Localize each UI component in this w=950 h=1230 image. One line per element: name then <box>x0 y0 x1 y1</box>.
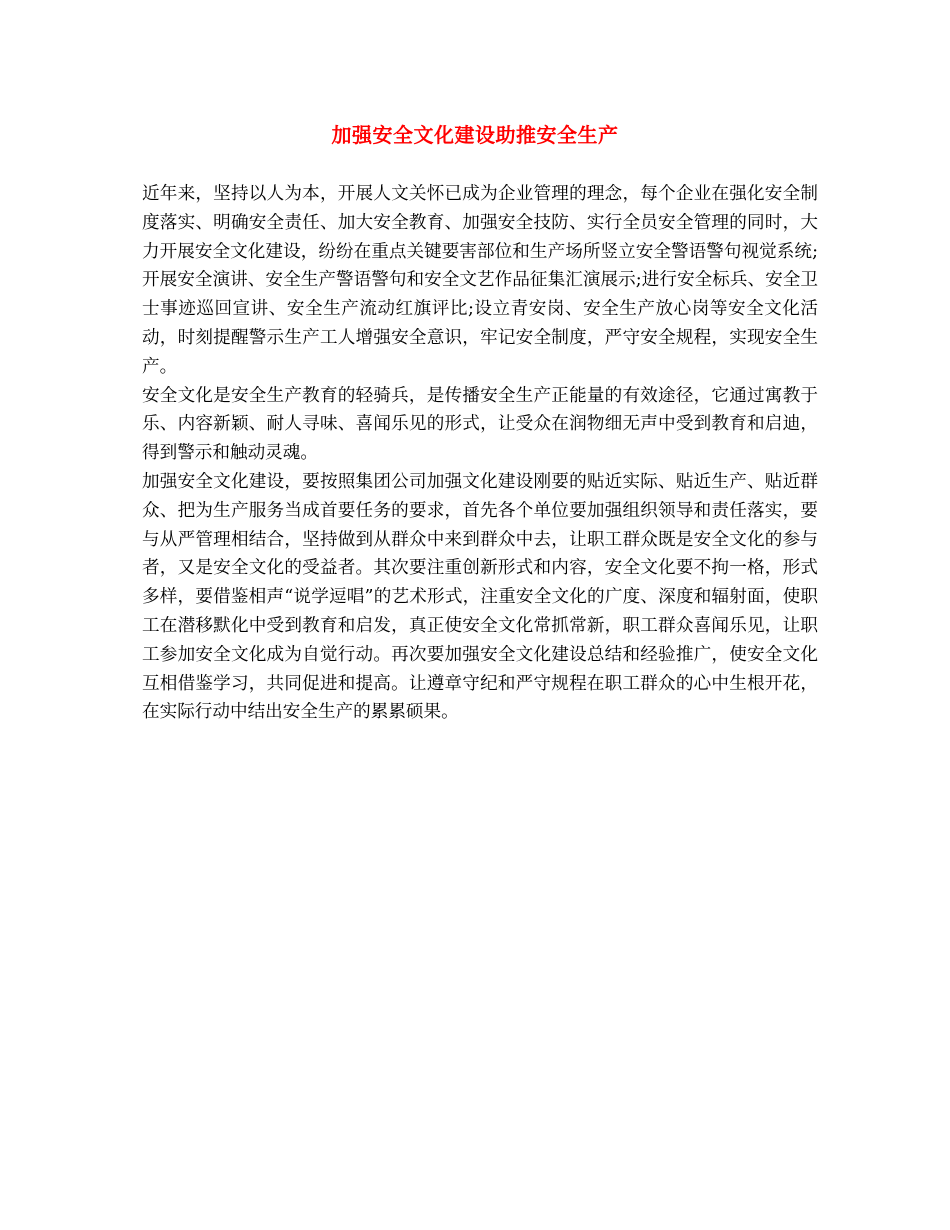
paragraph-3: 加强安全文化建设，要按照集团公司加强文化建设刚要的贴近实际、贴近生产、贴近群众、把为生产服务当成首要任务的要求，首先各个单位要加强组织领导和责任落实，要与从严管理相结合，坚持做到从群众中来到群众中去，让职工群众既是安全文化的参与者，又是安全文化的受益者。其次要注重创新形式和内容，安全文化要不拘一格，形式多样，要借鉴相声“说学逗唱”的艺术形式，注重安全文化的广度、深度和辐射面，使职工在潜移默化中受到教育和启发，真正使安全文化常抓常新，职工群众喜闻乐见，让职工参加安全文化成为自觉行动。再次要加强安全文化建设总结和经验推广，使安全文化互相借鉴学习，共同促进和提高。让遵章守纪和严守规程在职工群众的心中生根开花，在实际行动中结出安全生产的累累硕果。 <box>142 471 818 723</box>
document-title: 加强安全文化建设助推安全生产 <box>331 123 619 147</box>
paragraph-1: 近年来，坚持以人为本，开展人文关怀已成为企业管理的理念，每个企业在强化安全制度落实、明确安全责任、加大安全教育、加强安全技防、实行全员安全管理的同时，大力开展安全文化建设，纷纷在重点关键要害部位和生产场所竖立安全警语警句视觉系统;开展安全演讲、安全生产警语警句和安全文艺作品征集汇演展示;进行安全标兵、安全卫士事迹巡回宣讲、安全生产流动红旗评比;设立青安岗、安全生产放心岗等安全文化活动，时刻提醒警示生产工人增强安全意识，牢记安全制度，严守安全规程，实现安全生产。 <box>142 184 818 377</box>
paragraph-2: 安全文化是安全生产教育的轻骑兵，是传播安全生产正能量的有效途径，它通过寓教于乐、内容新颖、耐人寻味、喜闻乐见的形式，让受众在润物细无声中受到教育和启迪，得到警示和触动灵魂。 <box>142 385 818 464</box>
document-body <box>142 180 818 727</box>
